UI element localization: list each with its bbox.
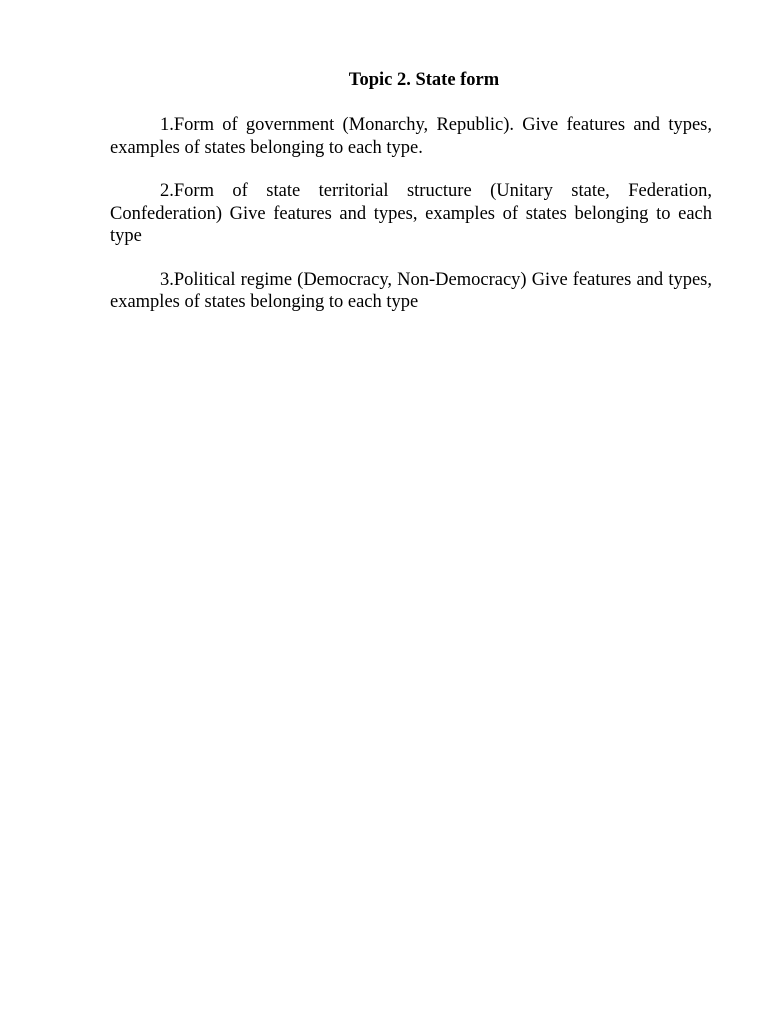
item-number: 3. [160,269,174,290]
page-title: Topic 2. State form [348,70,500,90]
item-text: Form of state territorial structure (Unitary state, Federation, Confederation) Give features and types, examples of states belonging to each type [110,181,712,246]
item-text: Political regime (Democracy, Non-Democracy) Give features and types, examples of states belonging to each type [110,269,712,312]
list-item [110,180,712,248]
list-item [110,269,712,314]
item-number: 1. [160,115,174,135]
list-item [110,114,712,159]
topic-question-list [110,114,712,335]
item-number: 2. [160,181,174,201]
item-text: Form of government (Monarchy, Republic). Give features and types, examples of states belonging to each type. [110,115,712,158]
